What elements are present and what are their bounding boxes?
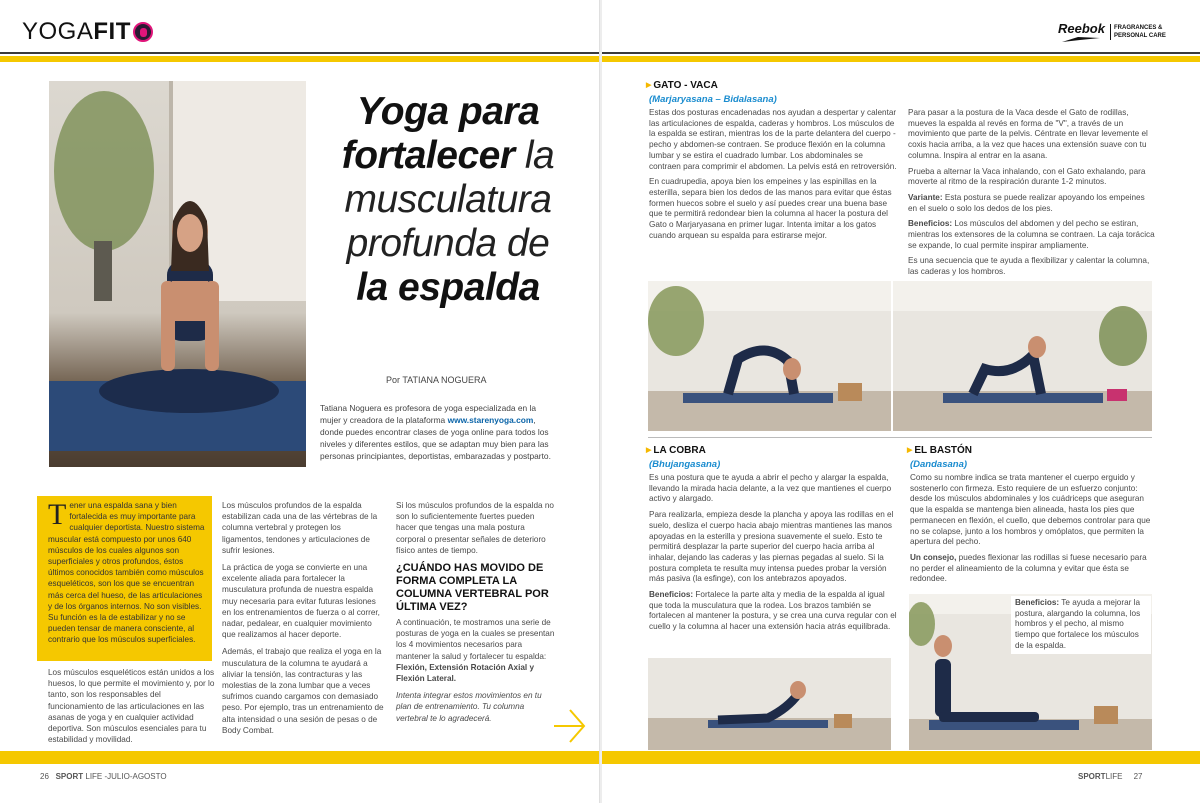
sponsor-tagline bbox=[1110, 24, 1166, 40]
title-line-2a: fortalecer bbox=[341, 134, 515, 177]
title-line-3: musculatura bbox=[344, 178, 552, 221]
baston-title: ▶ EL BASTÓN bbox=[907, 445, 972, 456]
logo-bold: FIT bbox=[93, 18, 131, 45]
col3-p2-text: A continuación, te mostramos una serie de posturas de yoga en la cuales se presentan los 4 movimientos necesarios para mantener la salud y fortalecer tu espalda: bbox=[396, 618, 555, 661]
sponsor-line-2: PERSONAL CARE bbox=[1114, 33, 1166, 39]
cobra-paragraph-2: Para realizarla, empieza desde la plancha y apoya las rodillas en el suelo, desliza el cuerpo hacia abajo mientras mantienes las manos apoyadas en la esterilla y presiona suavemente el suelo. Esto te permitirá desplazar la parte superior del cuerpo hacia arriba al inhalar, dejando las caderas y las piernas pegadas al suelo. Si la postura completa te resulta muy intensa puedes probar la versión más pasiva (la esfinge), con los antebrazos apoyados. bbox=[649, 510, 894, 584]
intro-text-2: , donde puedes encontrar clases de yoga online para todos los niveles y diferentes estilos, que se adaptan muy bien para las personas principiantes, deportistas, embarazadas y postparto. bbox=[320, 415, 551, 461]
col3-p2-bold: Flexión, Extensión Rotación Axial y Flexión Lateral. bbox=[396, 662, 535, 684]
gato-vaca-col-2 bbox=[908, 108, 1156, 283]
col3-paragraph-1: Si los músculos profundos de la espalda no son lo suficientemente fuertes pueden hacer que tengas una mala postura corporal o presentar señales de deterioro físico antes de tiempo. bbox=[396, 501, 554, 555]
header-rule bbox=[0, 52, 600, 54]
gato-vaca-col-1 bbox=[649, 108, 897, 246]
col3-paragraph-2 bbox=[396, 617, 556, 684]
author-intro bbox=[320, 402, 552, 462]
yogafit-logo bbox=[22, 18, 153, 46]
gato-paragraph-5: Es una secuencia que te ayuda a flexibilizar y calentar la columna, las caderas y los hombros. bbox=[908, 256, 1150, 277]
cow-pose-illustration bbox=[893, 281, 1152, 431]
author-website-link[interactable]: www.starenyoga.com bbox=[447, 415, 534, 425]
right-page-number: 27 bbox=[1133, 772, 1143, 781]
baston-tip-label: Un consejo, bbox=[910, 552, 957, 562]
title-line-4: profunda de bbox=[346, 222, 550, 265]
cobra-benefits-text: Fortalece la parte alta y media de la espalda al igual que toda la musculatura que la rodea. Los brazos también se fortalecen al mantener la postura, y se crea una curva regular con el cuello y la columna al hacer una extensión hacia atrás equilibrada. bbox=[649, 590, 897, 632]
column-2 bbox=[222, 500, 384, 742]
footer-issue: LIFE -JULIO-AGOSTO bbox=[83, 772, 167, 781]
baston-paragraph-1: Como su nombre indica se trata mantener el cuerpo erguido y sostenerlo con firmeza. Esto requiere de un esfuerzo conjunto: desde los músculos abdominales y los cuádriceps que aseguran que la espalda se mantenga bien alineada, hasta los pies que permanecen en flexión, el cuello, que debemos controlar para que no se colapse, junto a los hombros y omóplatos, que permiten la apertura del pecho. bbox=[910, 473, 1151, 547]
footer-brand-rest: LIFE bbox=[1105, 772, 1123, 781]
cow-pose-photo bbox=[893, 281, 1152, 431]
section-divider bbox=[648, 437, 1152, 438]
col3-paragraph-3: Intenta integrar estos movimientos en tu plan de entrenamiento. Tu columna vertebral te lo agradecerá. bbox=[396, 691, 542, 723]
header-rule-right bbox=[602, 52, 1200, 54]
logo-icon bbox=[133, 22, 153, 42]
lead-paragraph bbox=[48, 500, 206, 646]
cobra-pose-illustration bbox=[648, 658, 891, 750]
footer-yellow-bar-right bbox=[602, 751, 1200, 764]
footer-right bbox=[1078, 772, 1143, 781]
gato-variant bbox=[908, 193, 1156, 214]
gato-vaca-subtitle: (Marjaryasana – Bidalasana) bbox=[649, 94, 777, 105]
baston-text bbox=[910, 473, 1154, 590]
right-page bbox=[602, 0, 1200, 803]
cobra-paragraph-1: Es una postura que te ayuda a abrir el pecho y alargar la espalda, llevando la mirada hacia delante, a la vez que mantienes el cuerpo activo y alargado. bbox=[649, 473, 892, 504]
continue-arrow-icon bbox=[552, 702, 588, 750]
header-yellow-bar bbox=[0, 56, 600, 62]
gato-paragraph-2: En cuadrupedia, apoya bien los empeines y las espinillas en la esterilla, separa bien los dedos de las manos para evitar que éstas formen huecos sobre el suelo y así puedes crear una buena base que te permitirá redondear bien la columna al hacer la postura del Gato o Marjaryasana en primer lugar. Intenta imitar a los gatos cuando arquean su espalda para estirarse mejor. bbox=[649, 177, 892, 240]
cobra-subtitle: (Bhujangasana) bbox=[649, 459, 721, 470]
sponsor-line-1: FRAGRANCES & bbox=[1114, 25, 1163, 31]
gato-benefits-text: Los músculos del abdomen y del pecho se estiran, mientras los extensores de la columna se contraen. La caja torácica se expande, lo cual permite inspirar ampliamente. bbox=[908, 219, 1155, 250]
baston-benefits-label: Beneficios: bbox=[1015, 598, 1060, 607]
gato-paragraph-4: Prueba a alternar la Vaca inhalando, con el Gato exhalando, para moverte al ritmo de la respiración durante 1-2 minutos. bbox=[908, 166, 1146, 187]
gato-variant-text: Esta postura se puede realizar apoyando los empeines en el suelo o solo los dedos de los pies. bbox=[908, 192, 1145, 213]
header-yellow-bar-right bbox=[602, 56, 1200, 62]
baston-tip-text: puedes flexionar las rodillas si fuese necesario para no perder el alineamiento de la columna y evitar que ésta se redondee. bbox=[910, 552, 1147, 584]
gato-benefits bbox=[908, 219, 1156, 251]
cobra-text bbox=[649, 473, 897, 638]
gato-paragraph-3: Para pasar a la postura de la Vaca desde el Gato de rodillas, mueves la espalda al revés en forma de "V", a través de un movimiento que parte de la pelvis. Céntrate en llevar levemente el coxis hacia arriba, a la vez que haces una extensión suave con tu columna. Inspira al entrar en la asana. bbox=[908, 108, 1148, 160]
hero-photo-illustration bbox=[49, 81, 306, 467]
hero-photo bbox=[49, 81, 306, 467]
gato-benefits-label: Beneficios: bbox=[908, 219, 953, 229]
footer-brand-right: SPORT bbox=[1078, 772, 1106, 781]
reebok-vector-icon bbox=[1062, 36, 1100, 44]
col2-paragraph-3: Además, el trabajo que realiza el yoga en la musculatura de la columna te ayudará a aliviar la tensión, las contracturas y las molestias de la zona lumbar que a veces sufrimos cuando cargamos con demasiado peso. Por ejemplo, tras un entrenamiento de alta intensidad o una sesión de pesas o de Body Combat. bbox=[222, 647, 384, 735]
left-page-number: 26 bbox=[40, 772, 49, 781]
column-1 bbox=[48, 667, 218, 751]
intro-text-1: Tatiana Noguera es profesora de yoga especializada en la mujer y creadora de la plataforma bbox=[320, 403, 537, 425]
cobra-title: ▶ LA COBRA bbox=[646, 445, 706, 456]
title-line-1: Yoga para bbox=[356, 90, 540, 133]
col1-paragraph: Los músculos esqueléticos están unidos a los huesos, lo que permite el movimiento y, por lo tanto, son los responsables del funcionamiento de las articulaciones en las asanas de yoga y en cualquier actividad deportiva. Son músculos esenciales para tu estabilidad y movilidad. bbox=[48, 668, 215, 745]
section-heading: ¿CUÁNDO HAS MOVIDO DE FORMA COMPLETA LA COLUMNA VERTEBRAL POR ÚLTIMA VEZ? bbox=[396, 562, 549, 614]
drop-cap: T bbox=[48, 498, 67, 531]
cobra-benefits bbox=[649, 590, 897, 633]
col2-paragraph-2: La práctica de yoga se convierte en una excelente aliada para fortalecer la musculatura profunda de nuestra espalda muy necesaria para evitar futuras lesiones en los entrenamientos de fuerza o al correr, nadar, pedalear, en cualquier movimiento que realizamos al hacer deporte. bbox=[222, 563, 380, 640]
logo-text: YOGA bbox=[22, 18, 94, 45]
column-3 bbox=[396, 500, 556, 730]
baston-subtitle: (Dandasana) bbox=[910, 459, 968, 470]
baston-benefits bbox=[1011, 596, 1151, 654]
cat-pose-illustration bbox=[648, 281, 891, 431]
footer-yellow-bar bbox=[0, 751, 600, 764]
col2-paragraph-1: Los músculos profundos de la espalda estabilizan cada una de las vértebras de la columna vertebral y protegen los ligamentos, tendones y articulaciones de sufrir lesiones. bbox=[222, 501, 378, 555]
cobra-benefits-label: Beneficios: bbox=[649, 590, 694, 600]
gato-vaca-title: ▶ GATO - VACA bbox=[646, 80, 718, 91]
title-line-5: la espalda bbox=[356, 266, 540, 309]
cobra-pose-photo bbox=[648, 658, 891, 750]
reebok-logo: Reebok bbox=[1058, 21, 1105, 36]
baston-tip bbox=[910, 553, 1154, 585]
cat-pose-photo bbox=[648, 281, 891, 431]
lead-text: ener una espalda sana y bien fortalecida es muy importante para cualquier deportista. Nuestro sistema muscular está compuesto por unos 640 músculos de los cuales algunos son superficiales y otros profundos, éstos últimos conocidos también como músculos esqueléticos, son los que se encuentran más cerca del hueso, de las articulaciones y de los órganos internos. No son visibles. Su función es la de estabilizar y no se pueden tensar de manera consciente, al contrario que los músculos superficiales. bbox=[48, 501, 205, 645]
page-title bbox=[318, 90, 578, 310]
byline: Por TATIANA NOGUERA bbox=[386, 375, 487, 385]
gato-variant-label: Variante: bbox=[908, 192, 943, 202]
baston-benefits-text: Te ayuda a mejorar la postura, alargando la columna, los hombros y el pecho, al mismo tiempo que fortalece los músculos de la espalda. bbox=[1015, 598, 1141, 650]
footer-left bbox=[40, 772, 167, 781]
title-line-2b: la bbox=[524, 134, 555, 177]
footer-brand: SPORT bbox=[55, 772, 84, 781]
gato-paragraph-1: Estas dos posturas encadenadas nos ayudan a despertar y calentar las articulaciones de espalda, caderas y hombros. Los músculos de la espalda se estiran, mientras los de la parte delantera del cuerpo -pecho y abdomen-se contraen. Se produce flexión en la columna lumbar y se estira el cuadrado lumbar. Los abdominales se contraen para comprimir el abdomen. La pelvis está en retroversión. bbox=[649, 108, 897, 171]
